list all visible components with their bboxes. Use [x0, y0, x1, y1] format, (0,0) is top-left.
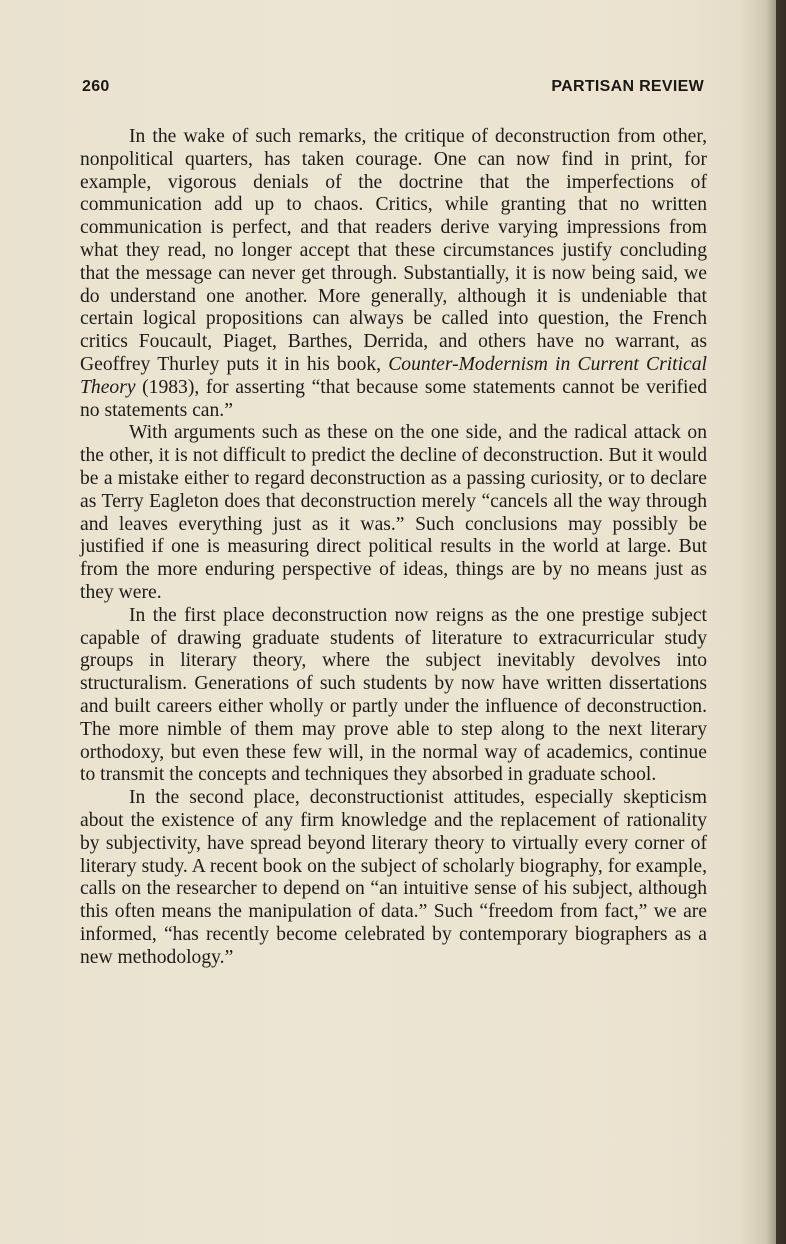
paragraph-4: In the second place, deconstructionist attitudes, especially skepticism about the existence of any firm knowledge and the replacement of rationality by subjectivity, have spread beyond literary theory to virtually every corner of literary study. A recent book on the subject of scholarly biography, for example, calls on the researcher to depend on “an intuitive sense of his subject, although this often means the manipulation of data.” Such “freedom from fact,” we are informed, “has recently become celebrated by contemporary biographers as a new methodology.”	[80, 787, 707, 968]
page-number: 260	[82, 78, 110, 95]
paragraph-3: In the first place deconstruction now reigns as the one prestige subject capable of drawing graduate students of literature to extracurricular study groups in literary theory, where the subject inevitably devolves into structuralism. Generations of such students by now have written dissertations and built careers either wholly or partly under the influence of deconstruction. The more nimble of them may prove able to step along to the next literary orthodoxy, but even these few will, in the normal way of academics, continue to transmit the concepts and techniques they absorbed in graduate school.	[80, 604, 707, 786]
book-title: Counter-Modernism in Current Critical Theory	[80, 353, 707, 398]
paragraph-1-text-end: (1983), for asserting “that because some statements cannot be verified no statements can.”	[80, 376, 707, 421]
running-head: PARTISAN REVIEW	[551, 78, 704, 95]
paragraph-1	[80, 126, 707, 422]
body-text	[80, 126, 707, 969]
paragraph-2: With arguments such as these on the one side, and the radical attack on the other, it is not difficult to predict the decline of deconstruction. But it would be a mistake either to regard deconstruction as a passing curiosity, or to declare as Terry Eagleton does that deconstruction merely “cancels all the way through and leaves everything just as it was.” Such conclusions may possibly be justified if one is measuring direct political results in the world at large. But from the more enduring perspective of ideas, things are by no means just as they were.	[80, 422, 707, 603]
page-header	[82, 74, 704, 98]
paragraph-1-text: In the wake of such remarks, the critique of deconstruction from other, nonpolitical quarters, has taken courage. One can now find in print, for example, vigorous denials of the doctrine that the imperfections of communication add up to chaos. Critics, while granting that no written communication is perfect, and that readers derive varying impressions from what they read, no longer accept that these circumstances justify concluding that the message can never get through. Substantially, it is now being said, we do understand one another. More generally, although it is undeniable that certain logical propositions can always be called into question, the French critics Foucault, Piaget, Barthes, Derrida, and others have no warrant, as Geoffrey Thurley puts it in his book,	[80, 126, 707, 375]
book-spine-edge	[776, 0, 786, 1244]
